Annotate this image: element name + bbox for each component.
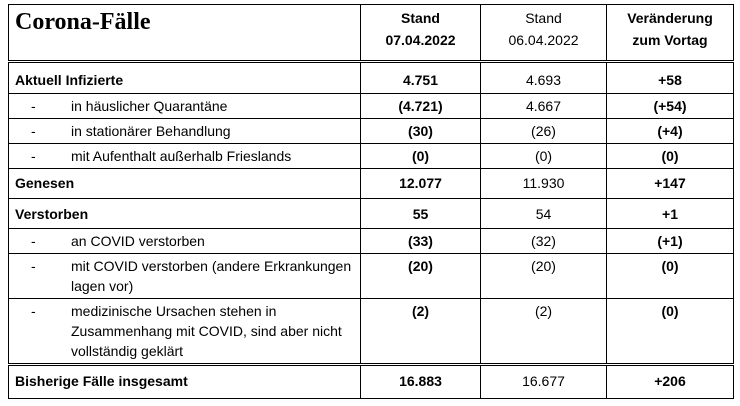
table-row: [9, 254, 734, 299]
value-current: 12.077: [361, 169, 481, 199]
value-current: (20): [361, 254, 481, 299]
value-current: 4.751: [361, 62, 481, 94]
value-previous: (20): [481, 254, 607, 299]
value-previous: 11.930: [481, 169, 607, 199]
value-change: +1: [607, 199, 734, 229]
value-current: (33): [361, 229, 481, 254]
table-row: [9, 144, 734, 169]
value-previous: (0): [481, 144, 607, 169]
row-label: - mit COVID verstorben (andere Erkrankungen lagen vor): [9, 254, 361, 299]
value-change: (+54): [607, 94, 734, 119]
row-label: Verstorben: [9, 199, 361, 229]
table-title: Corona-Fälle: [9, 5, 361, 62]
row-label: Bisherige Fälle insgesamt: [9, 365, 361, 399]
corona-cases-table: [8, 4, 734, 399]
table-row: [9, 199, 734, 229]
value-previous: (26): [481, 119, 607, 144]
header-change: Veränderung zum Vortag: [607, 5, 734, 62]
value-current: 16.883: [361, 365, 481, 399]
value-previous: (32): [481, 229, 607, 254]
value-previous: 4.667: [481, 94, 607, 119]
row-label: Aktuell Infizierte: [9, 62, 361, 94]
table-row-total: [9, 365, 734, 399]
value-previous: (2): [481, 299, 607, 365]
table-row: [9, 229, 734, 254]
table-row: [9, 62, 734, 94]
table-row: [9, 119, 734, 144]
value-current: (30): [361, 119, 481, 144]
row-label: - mit Aufenthalt außerhalb Frieslands: [9, 144, 361, 169]
value-change: (0): [607, 144, 734, 169]
value-previous: 16.677: [481, 365, 607, 399]
row-label: - in häuslicher Quarantäne: [9, 94, 361, 119]
value-change: +147: [607, 169, 734, 199]
value-change: (+1): [607, 229, 734, 254]
header-row: [9, 5, 734, 62]
table-row: [9, 94, 734, 119]
value-previous: 4.693: [481, 62, 607, 94]
row-label: - in stationärer Behandlung: [9, 119, 361, 144]
value-change: +206: [607, 365, 734, 399]
value-change: +58: [607, 62, 734, 94]
row-label: Genesen: [9, 169, 361, 199]
header-stand-current: Stand 07.04.2022: [361, 5, 481, 62]
table-row: [9, 169, 734, 199]
value-change: (+4): [607, 119, 734, 144]
value-change: (0): [607, 299, 734, 365]
value-current: (0): [361, 144, 481, 169]
value-current: (2): [361, 299, 481, 365]
table-row: [9, 299, 734, 365]
header-stand-previous: Stand 06.04.2022: [481, 5, 607, 62]
value-current: (4.721): [361, 94, 481, 119]
row-label: - medizinische Ursachen stehen in Zusammenhang mit COVID, sind aber nicht vollständig geklärt: [9, 299, 361, 365]
value-change: (0): [607, 254, 734, 299]
value-previous: 54: [481, 199, 607, 229]
value-current: 55: [361, 199, 481, 229]
row-label: - an COVID verstorben: [9, 229, 361, 254]
